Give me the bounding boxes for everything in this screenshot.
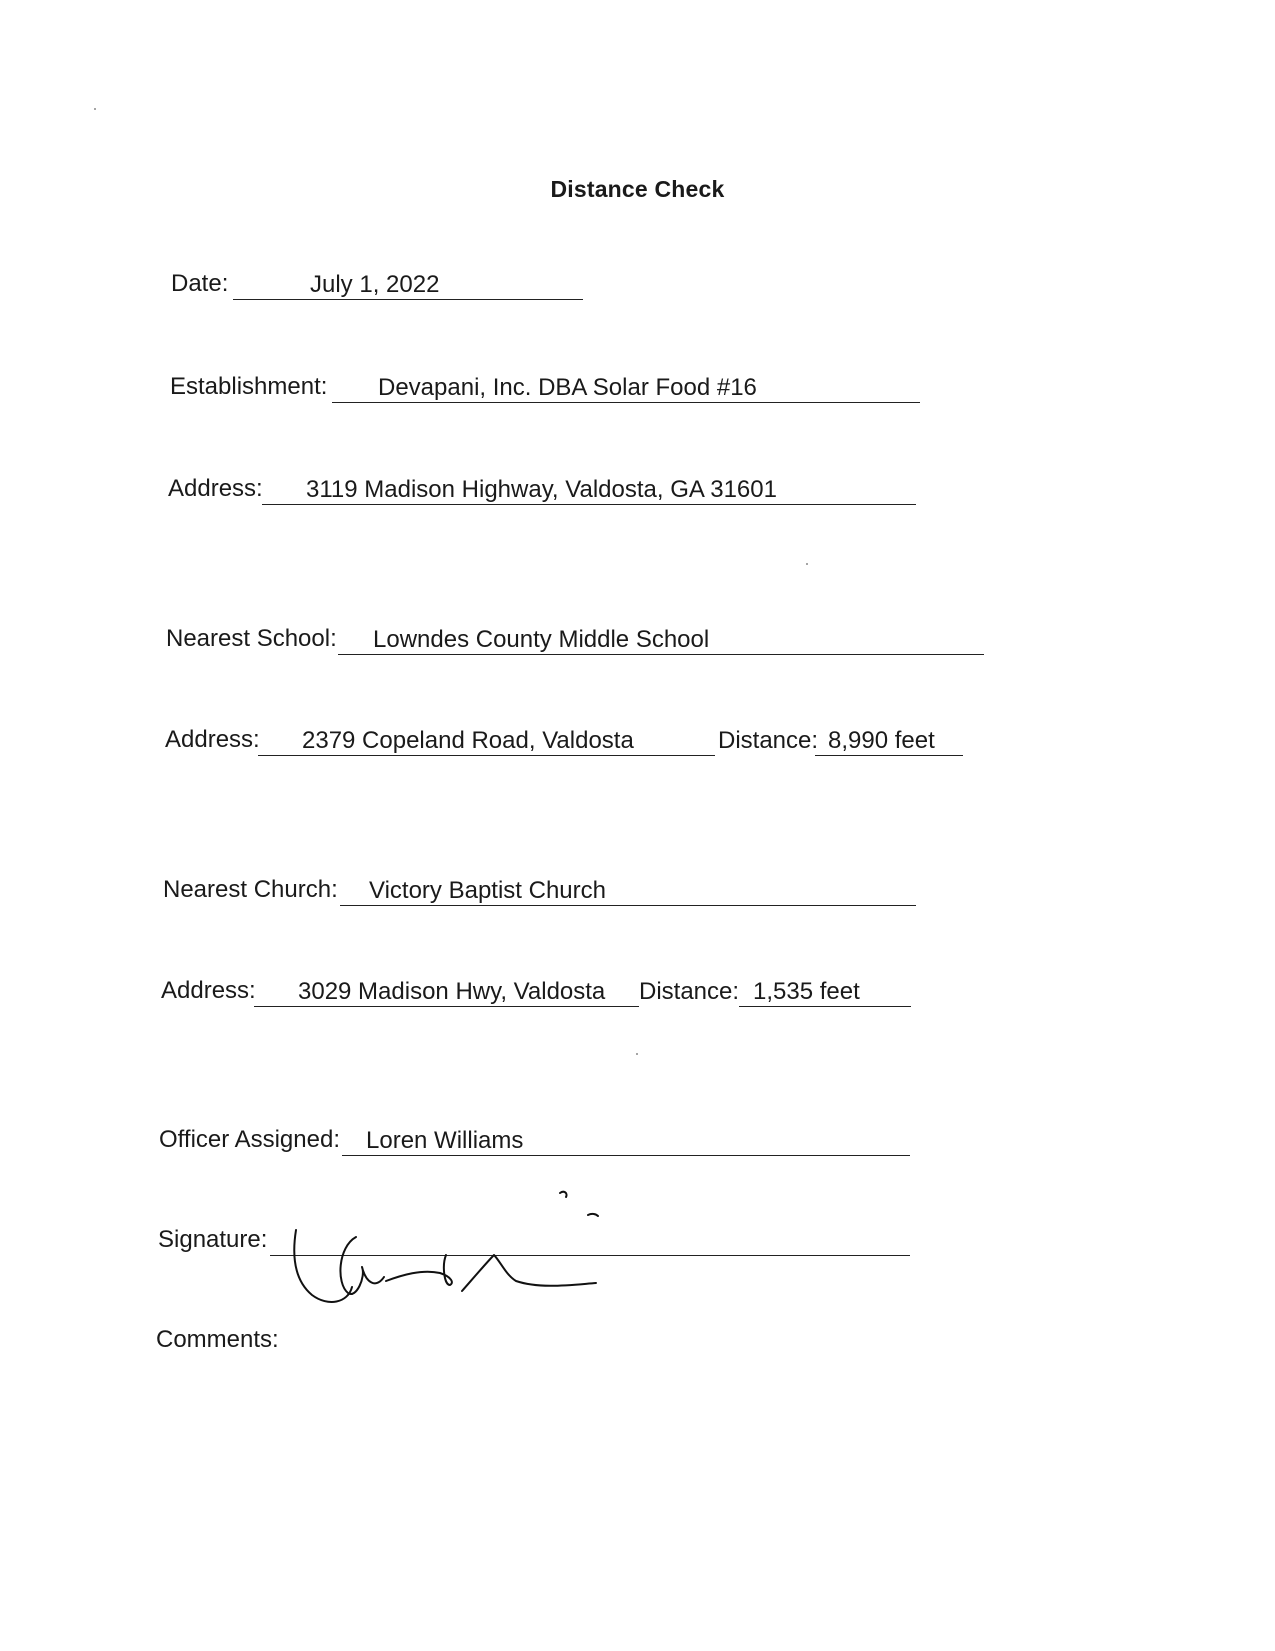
school-address-label: Address: — [165, 726, 260, 753]
scan-speck — [636, 1053, 638, 1055]
church-address-value: 3029 Madison Hwy, Valdosta — [298, 978, 606, 1005]
date-row — [171, 270, 591, 304]
nearest-school-label: Nearest School: — [166, 625, 337, 652]
officer-label: Officer Assigned: — [159, 1126, 340, 1153]
establishment-row — [170, 373, 930, 407]
officer-value: Loren Williams — [366, 1127, 524, 1154]
nearest-church-underline — [340, 905, 916, 906]
comments-label: Comments: — [156, 1326, 279, 1353]
church-address-row — [161, 977, 931, 1011]
establishment-label: Establishment: — [170, 373, 328, 400]
signature-stroke-2 — [340, 1237, 384, 1294]
school-distance-underline — [815, 755, 963, 756]
nearest-church-row — [163, 876, 933, 910]
establishment-underline — [332, 402, 920, 403]
school-address-row — [165, 726, 995, 760]
nearest-school-underline — [338, 654, 984, 655]
school-address-value: 2379 Copeland Road, Valdosta — [302, 727, 634, 754]
signature-stroke-1 — [294, 1230, 352, 1302]
church-distance-underline — [739, 1006, 911, 1007]
church-distance-label: Distance: — [639, 978, 740, 1005]
nearest-church-value: Victory Baptist Church — [369, 877, 606, 904]
scan-speck — [806, 563, 808, 565]
date-value: July 1, 2022 — [310, 271, 440, 298]
date-underline — [233, 299, 583, 300]
signature-dot-1 — [560, 1192, 567, 1197]
comments-row — [156, 1326, 456, 1360]
establishment-address-label: Address: — [168, 475, 263, 502]
church-address-underline — [254, 1006, 639, 1007]
handwritten-signature — [290, 1225, 630, 1335]
form-title: Distance Check — [550, 176, 725, 202]
establishment-address-underline — [262, 504, 916, 505]
signature-dot-2 — [588, 1214, 598, 1216]
establishment-address-row — [168, 475, 928, 509]
signature-stroke-4 — [462, 1255, 596, 1291]
establishment-address-value: 3119 Madison Highway, Valdosta, GA 31601 — [306, 476, 777, 503]
church-distance-value: 1,535 feet — [753, 978, 860, 1005]
establishment-value: Devapani, Inc. DBA Solar Food #16 — [378, 374, 757, 401]
school-distance-label: Distance: — [718, 727, 819, 754]
school-distance-value: 8,990 feet — [828, 727, 935, 754]
scan-speck — [94, 108, 96, 110]
officer-row — [159, 1126, 929, 1160]
signature-label: Signature: — [158, 1226, 268, 1253]
nearest-church-label: Nearest Church: — [163, 876, 338, 903]
school-address-underline — [258, 755, 715, 756]
officer-underline — [342, 1155, 910, 1156]
church-address-label: Address: — [161, 977, 256, 1004]
date-label: Date: — [171, 270, 229, 297]
nearest-school-value: Lowndes County Middle School — [373, 626, 710, 653]
nearest-school-row — [166, 625, 996, 659]
signature-stroke-3 — [386, 1255, 452, 1285]
